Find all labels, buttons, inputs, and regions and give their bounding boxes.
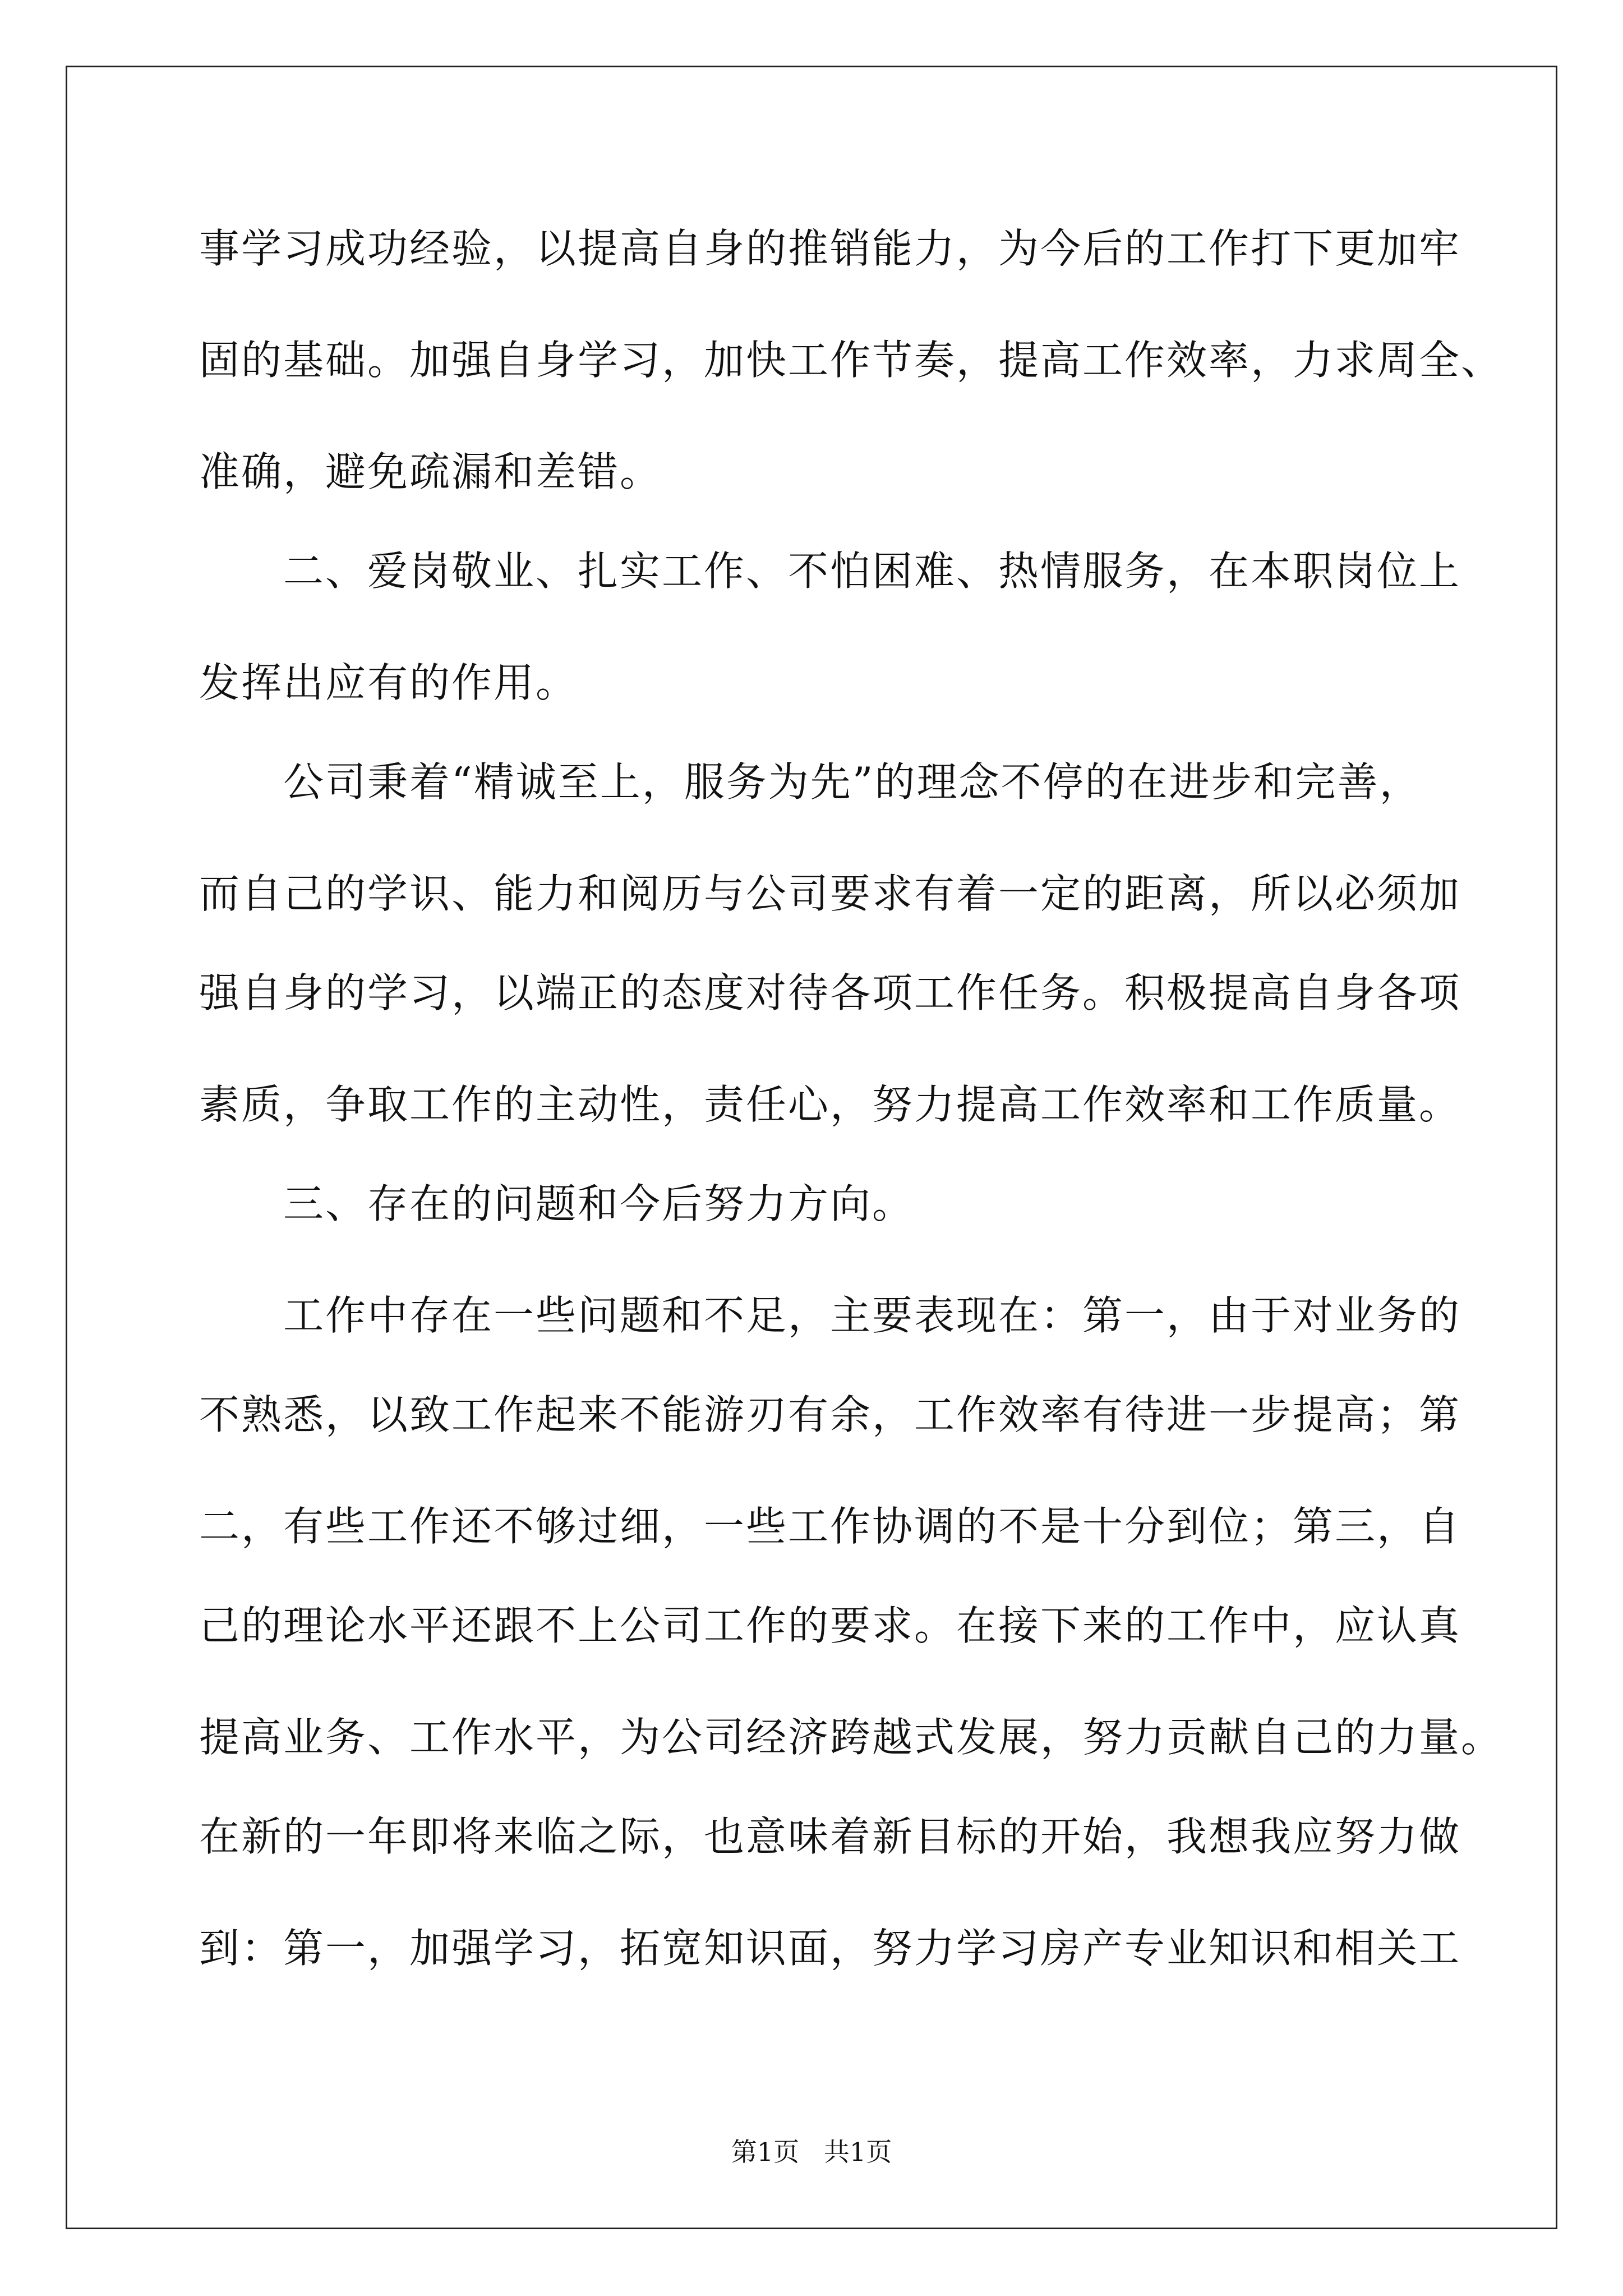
page-footer: 第1页 共1页 — [731, 2137, 892, 2167]
text-line: 二，有些工作还不够过细，一些工作协调的不是十分到位；第三，自 — [199, 1503, 1461, 1550]
paragraph-heading-3: 三、存在的问题和今后努力方向。 — [283, 1180, 915, 1227]
text-line: 准确，避免疏漏和差错。 — [199, 448, 662, 495]
text-line: 强自身的学习，以端正的态度对待各项工作任务。积极提高自身各项 — [199, 969, 1461, 1016]
text-line: 不熟悉，以致工作起来不能游刃有余，工作效率有待进一步提高；第 — [199, 1391, 1461, 1438]
text-line: 到：第一，加强学习，拓宽知识面，努力学习房产专业知识和相关工 — [199, 1925, 1461, 1972]
text-line: 发挥出应有的作用。 — [199, 659, 578, 706]
paragraph-heading-2: 二、爱岗敬业、扎实工作、不怕困难、热情服务，在本职岗位上 — [283, 547, 1461, 595]
text-line: 而自己的学识、能力和阅历与公司要求有着一定的距离，所以必须加 — [199, 870, 1461, 917]
text-line: 固的基础。加强自身学习，加快工作节奏，提高工作效率，力求周全、 — [199, 337, 1504, 384]
text-line: 己的理论水平还跟不上公司工作的要求。在接下来的工作中，应认真 — [199, 1602, 1461, 1649]
text-line: 工作中存在一些问题和不足，主要表现在：第一，由于对业务的 — [283, 1292, 1461, 1339]
text-line: 素质，争取工作的主动性，责任心，努力提高工作效率和工作质量。 — [199, 1081, 1461, 1128]
text-line: 在新的一年即将来临之际，也意味着新目标的开始，我想我应努力做 — [199, 1813, 1461, 1860]
text-line: 提高业务、工作水平，为公司经济跨越式发展，努力贡献自己的力量。 — [199, 1714, 1504, 1761]
page-border — [66, 66, 1557, 2229]
text-line: 公司秉着“精诚至上，服务为先”的理念不停的在进步和完善， — [283, 758, 1422, 806]
text-line: 事学习成功经验，以提高自身的推销能力，为今后的工作打下更加牢 — [199, 225, 1461, 272]
